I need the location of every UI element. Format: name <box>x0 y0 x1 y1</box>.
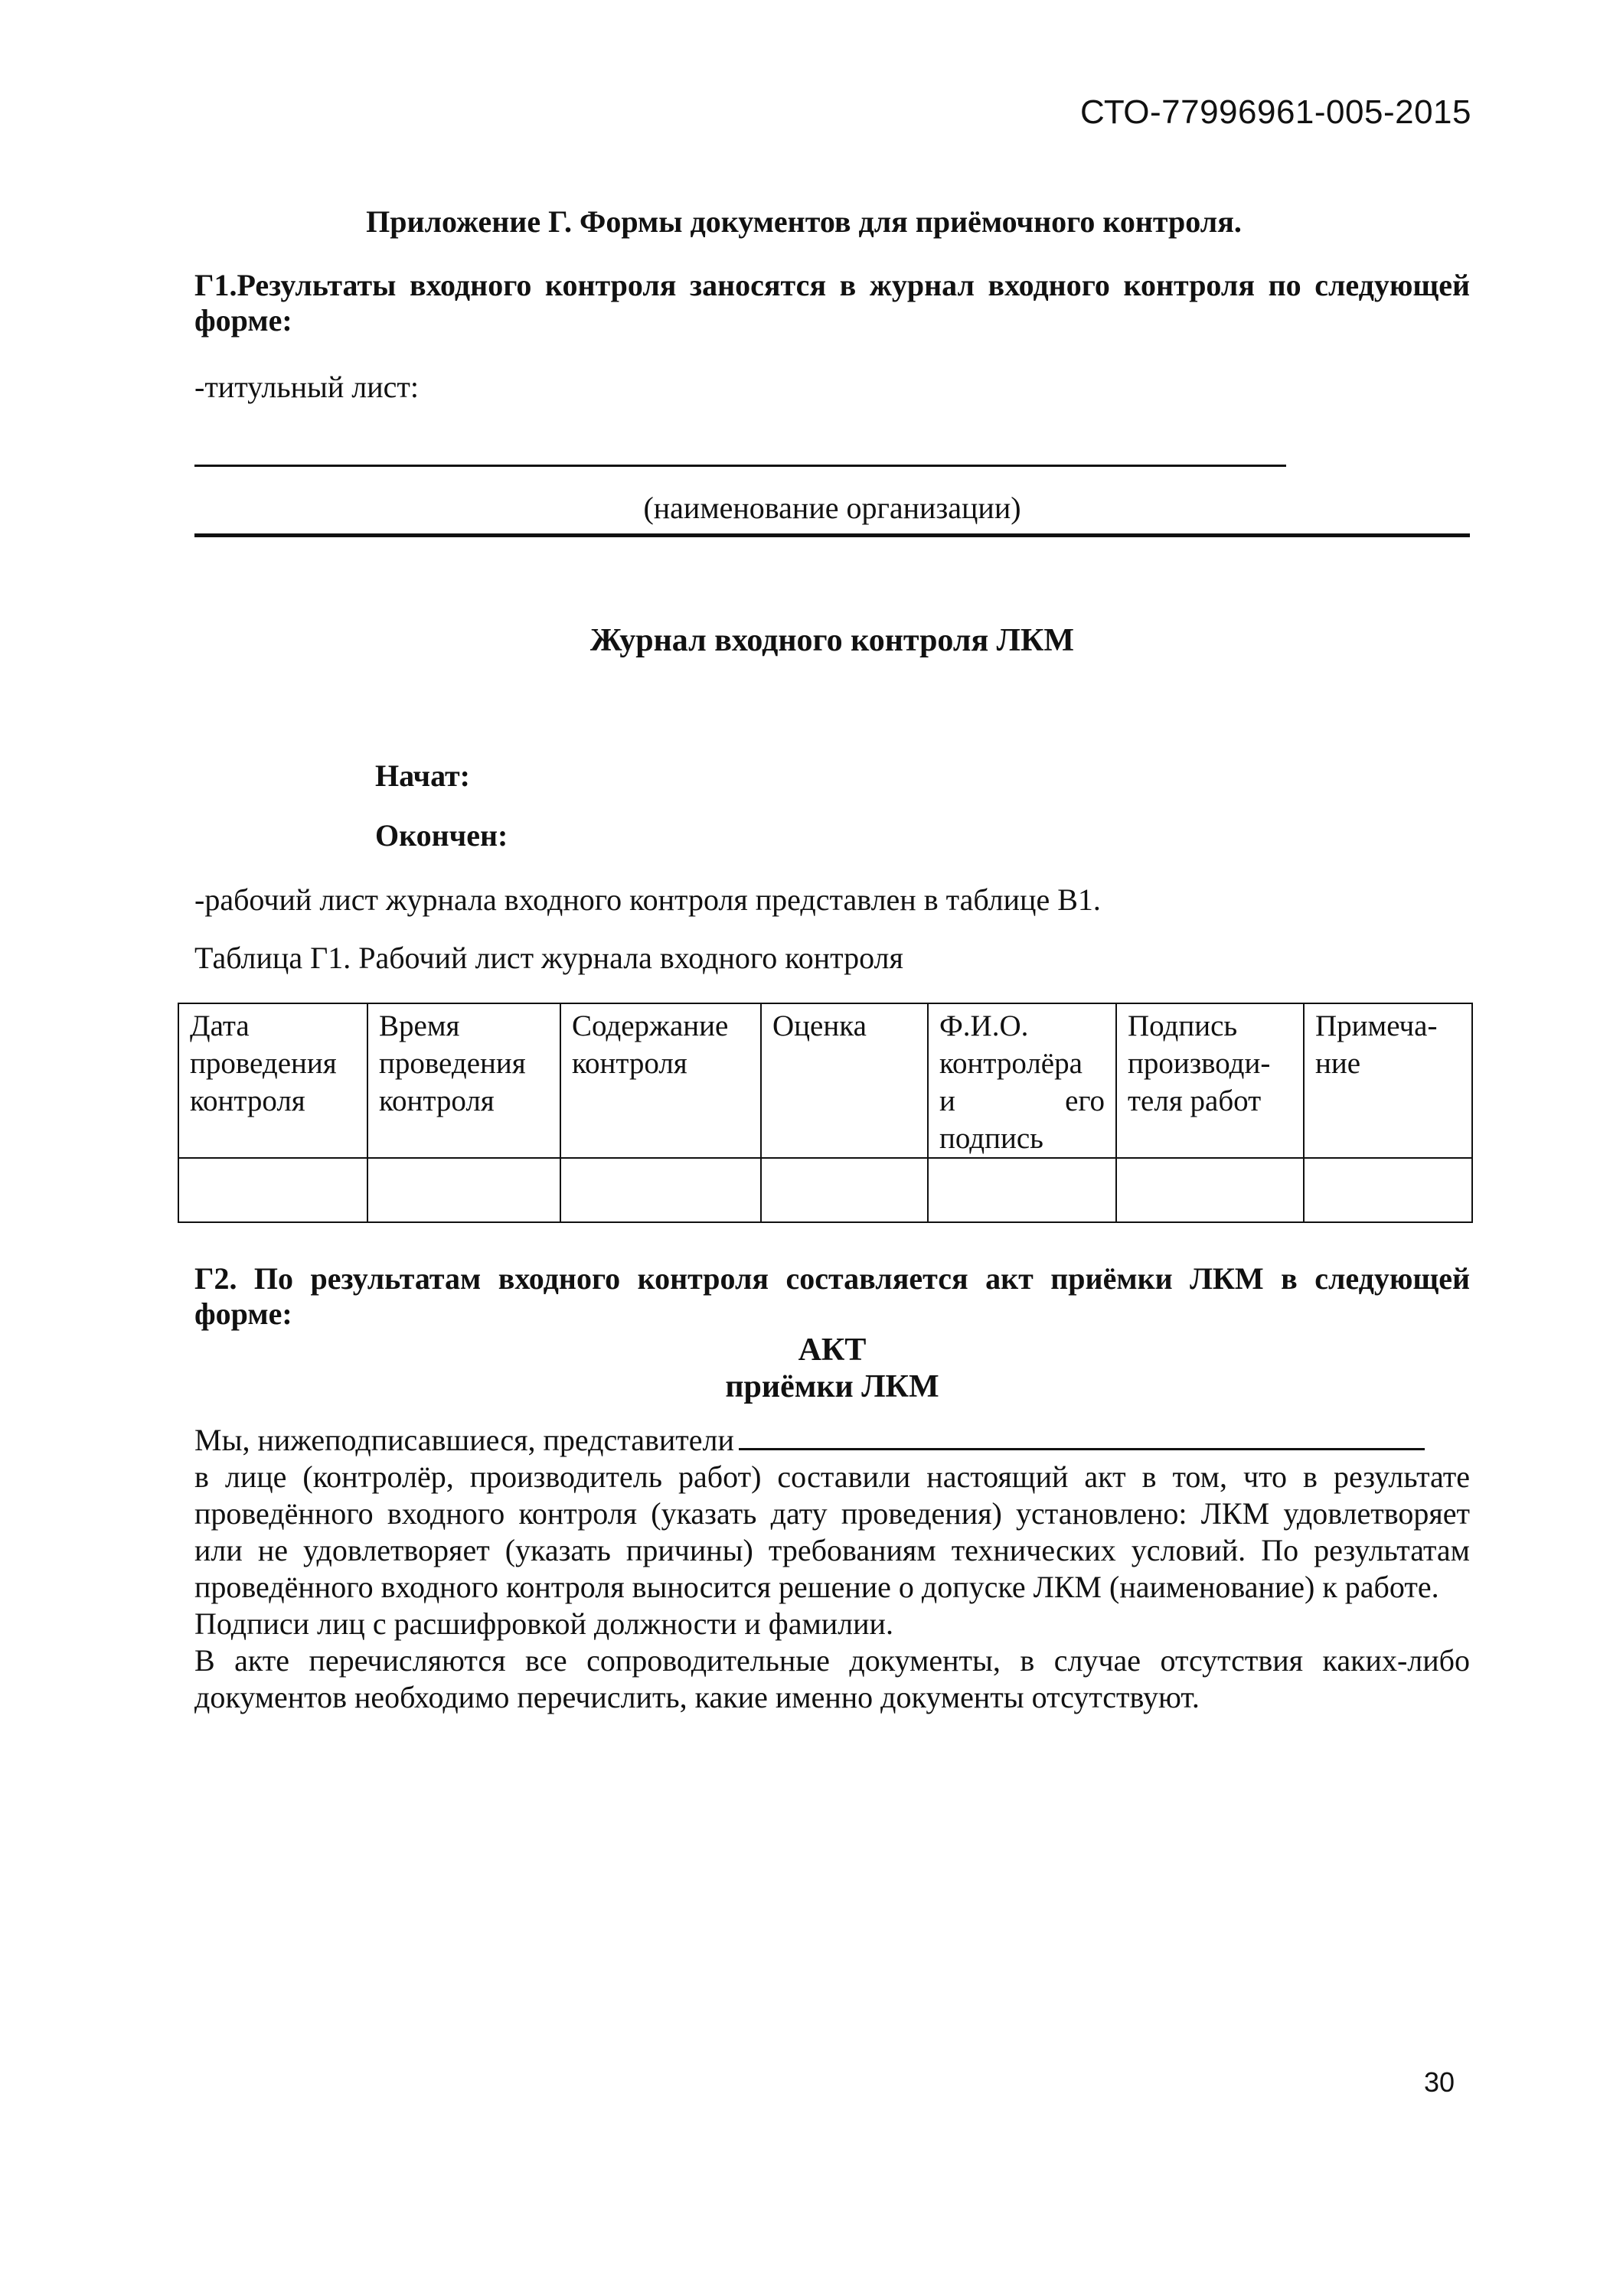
table-cell <box>1116 1158 1304 1222</box>
table-header-cell: Ф.И.О. контролёра и его подпись <box>928 1003 1116 1158</box>
representatives-fill-line <box>739 1448 1425 1450</box>
appendix-title: Приложение Г. Формы документов для приёмочного контроля. <box>366 204 1242 239</box>
journal-title: Журнал входного контроля ЛКМ <box>589 623 1075 658</box>
table-cell <box>928 1158 1116 1222</box>
table-row <box>178 1158 1472 1222</box>
organization-underline <box>194 533 1470 537</box>
table-caption: Таблица Г1. Рабочий лист журнала входного контроля <box>194 941 903 975</box>
worksheet-note: -рабочий лист журнала входного контроля представлен в таблице В1. <box>194 882 1101 917</box>
table-header-cell: Оценка <box>761 1003 928 1158</box>
journal-worksheet-table <box>178 1003 1473 1223</box>
organization-caption: (наименование организации) <box>643 491 1021 525</box>
signatures-note: Подписи лиц с расшифровкой должности и фамилии. <box>194 1606 893 1641</box>
table-cell <box>178 1158 367 1222</box>
table-cell <box>560 1158 761 1222</box>
document-code: СТО-77996961-005-2015 <box>1080 93 1471 131</box>
table-header-cell: Дата проведения контроля <box>178 1003 367 1158</box>
act-intro-text: Мы, нижеподписавшиеся, представители <box>194 1423 734 1457</box>
act-title <box>194 1332 1470 1405</box>
table-cell <box>1304 1158 1472 1222</box>
table-header-cell: Время проведения контроля <box>367 1003 560 1158</box>
organization-fill-line <box>194 465 1286 467</box>
section-g1-heading: Г1.Результаты входного контроля заносятся в журнал входного контроля по следующей форме: <box>194 268 1470 338</box>
started-label: Начат: <box>375 758 471 793</box>
act-body <box>194 1422 1470 1716</box>
documents-note: В акте перечисляются все сопроводительные документы, в случае отсутствия каких-либо документов необходимо перечислить, какие именно документы отсутствуют. <box>194 1643 1470 1714</box>
section-g2-heading: Г2. По результатам входного контроля составляется акт приёмки ЛКМ в следующей форме: <box>194 1261 1470 1331</box>
table-header-cell: Подпись производи- теля работ <box>1116 1003 1304 1158</box>
table-header-row <box>178 1003 1472 1158</box>
title-sheet-label: -титульный лист: <box>194 370 420 404</box>
page-number: 30 <box>1423 2066 1455 2098</box>
table-cell <box>761 1158 928 1222</box>
act-intro-line <box>194 1422 1470 1459</box>
table-header-cell: Содержание контроля <box>560 1003 761 1158</box>
act-title-line1: АКТ <box>798 1332 867 1368</box>
table-header-cell: Примеча- ние <box>1304 1003 1472 1158</box>
table-cell <box>367 1158 560 1222</box>
act-title-line2: приёмки ЛКМ <box>725 1369 939 1404</box>
act-paragraph: в лице (контролёр, производитель работ) составили настоящий акт в том, что в результате проведённого входного контроля (указать дату проведения) установлено: ЛКМ удовлетворяет или не удовлетворяет (указать причины) требованиям технических условий. По результатам проведённого входного контроля выносится решение о допуске ЛКМ (наименование) к работе. <box>194 1459 1470 1604</box>
finished-label: Окончен: <box>375 818 508 853</box>
